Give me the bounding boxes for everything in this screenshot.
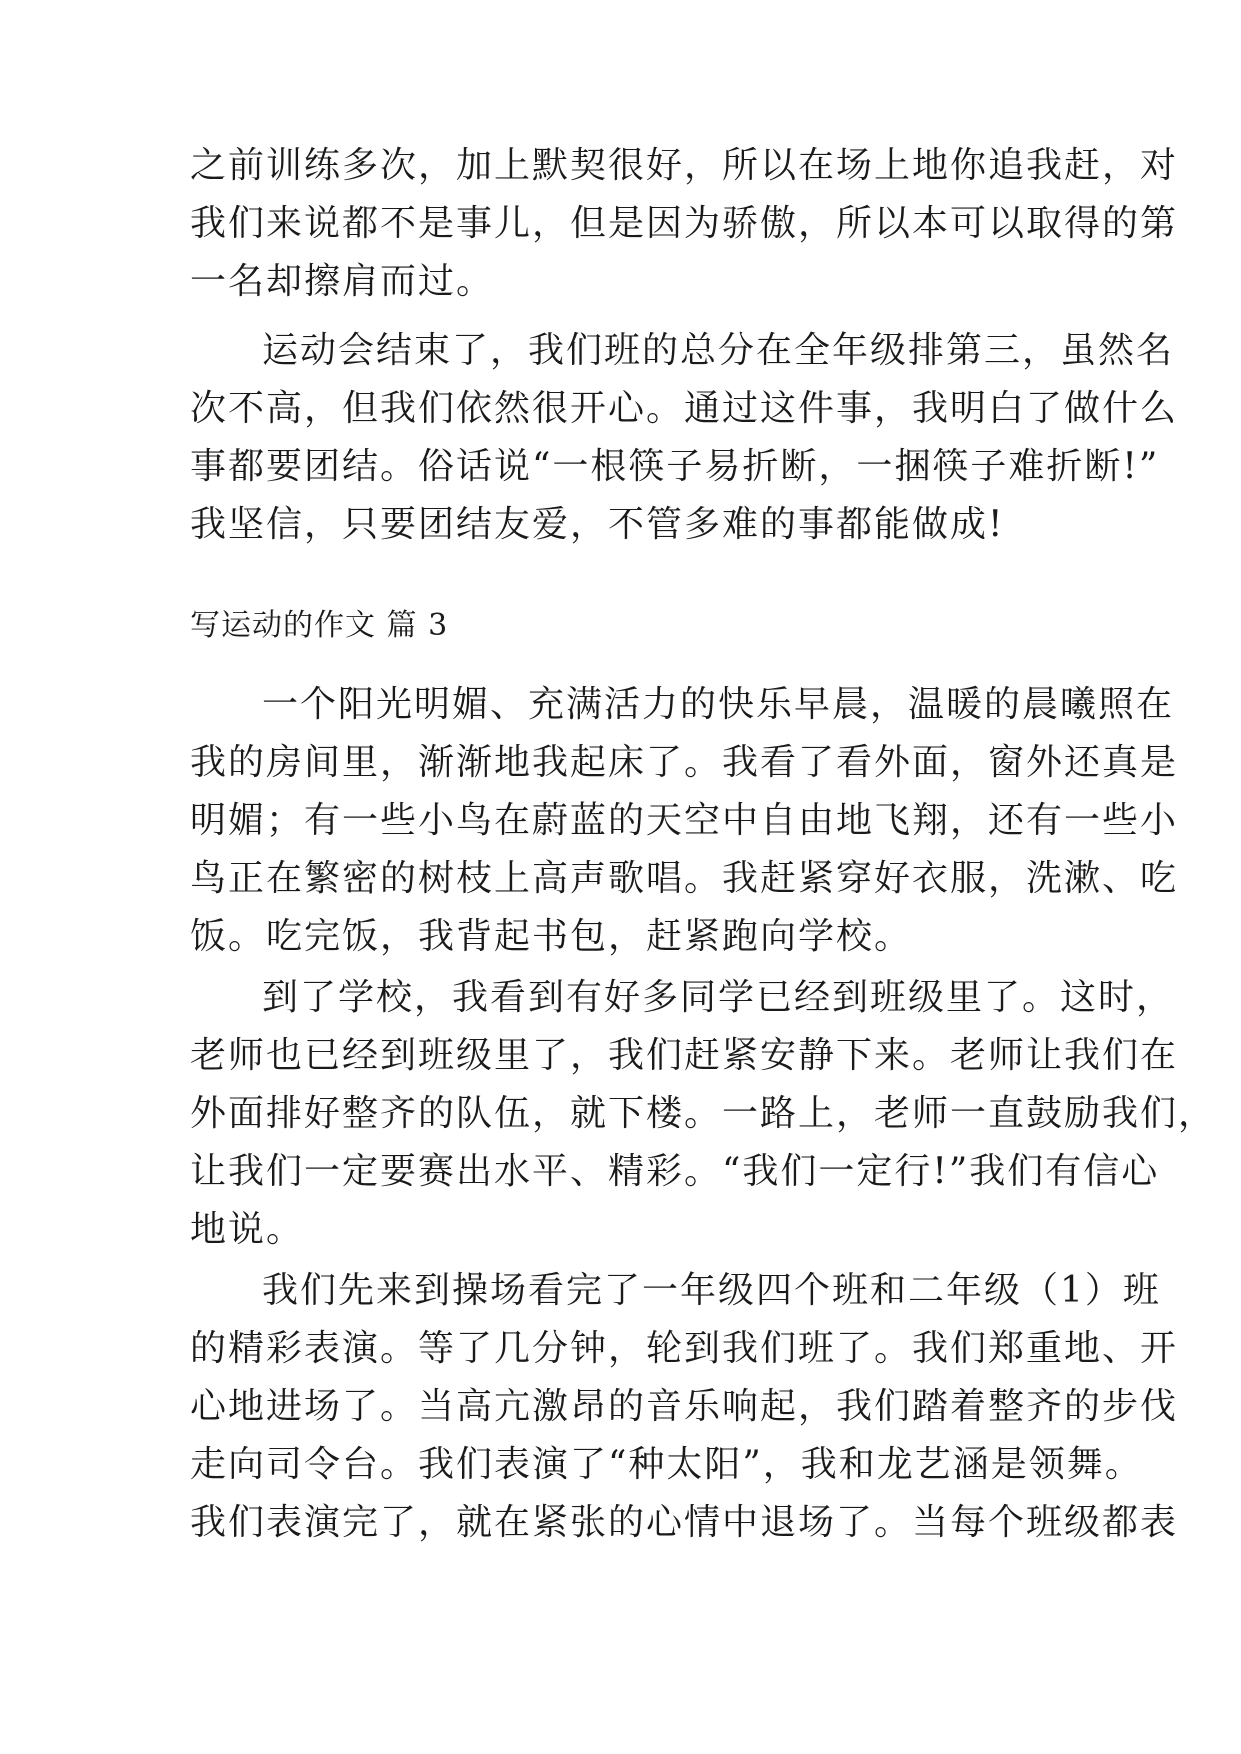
paragraph-line: 心地进场了。当高亢激昂的音乐响起，我们踏着整齐的步伐 [190, 1386, 1179, 1427]
paragraph-line: 到了学校，我看到有好多同学已经到班级里了。这时， [262, 977, 1175, 1018]
paragraph-line: 的精彩表演。等了几分钟，轮到我们班了。我们郑重地、开 [190, 1328, 1179, 1369]
paragraph-line: 次不高，但我们依然很开心。通过这件事，我明白了做什么 [190, 388, 1179, 429]
paragraph-line: 我的房间里，渐渐地我起床了。我看了看外面，窗外还真是 [190, 742, 1179, 783]
paragraph-line: 之前训练多次，加上默契很好，所以在场上地你追我赶，对 [190, 145, 1179, 186]
section-heading: 写运动的作文 篇 3 [190, 608, 449, 643]
paragraph-line: 我坚信，只要团结友爱，不管多难的事都能做成! [190, 504, 1005, 545]
paragraph-line: 鸟正在繁密的树枝上高声歌唱。我赶紧穿好衣服，洗漱、吃 [190, 858, 1179, 899]
paragraph-line: 一个阳光明媚、充满活力的快乐早晨，温暖的晨曦照在 [262, 684, 1175, 725]
paragraph-line: 老师也已经到班级里了，我们赶紧安静下来。老师让我们在 [190, 1035, 1179, 1076]
paragraph-line: 运动会结束了，我们班的总分在全年级排第三，虽然名 [262, 330, 1175, 371]
paragraph-line: 让我们一定要赛出水平、精彩。“我们一定行!”我们有信心 [190, 1151, 1160, 1192]
paragraph-line: 明媚；有一些小鸟在蔚蓝的天空中自由地飞翔，还有一些小 [190, 800, 1179, 841]
paragraph-line: 一名却擦肩而过。 [190, 261, 495, 302]
paragraph-line: 走向司令台。我们表演了“种太阳”，我和龙艺涵是领舞。 [190, 1444, 1143, 1485]
paragraph-line: 地说。 [190, 1209, 305, 1250]
paragraph-line: 我们来说都不是事儿，但是因为骄傲，所以本可以取得的第 [190, 203, 1179, 244]
paragraph-line: 我们表演完了，就在紧张的心情中退场了。当每个班级都表 [190, 1502, 1179, 1543]
paragraph-line: 事都要团结。俗话说“一根筷子易折断，一捆筷子难折断!” [190, 446, 1160, 487]
paragraph-line: 我们先来到操场看完了一年级四个班和二年级（1）班 [262, 1270, 1161, 1311]
paragraph-line: 饭。吃完饭，我背起书包，赶紧跑向学校。 [190, 916, 913, 957]
paragraph-line: 外面排好整齐的队伍，就下楼。一路上，老师一直鼓励我们， [190, 1093, 1217, 1134]
